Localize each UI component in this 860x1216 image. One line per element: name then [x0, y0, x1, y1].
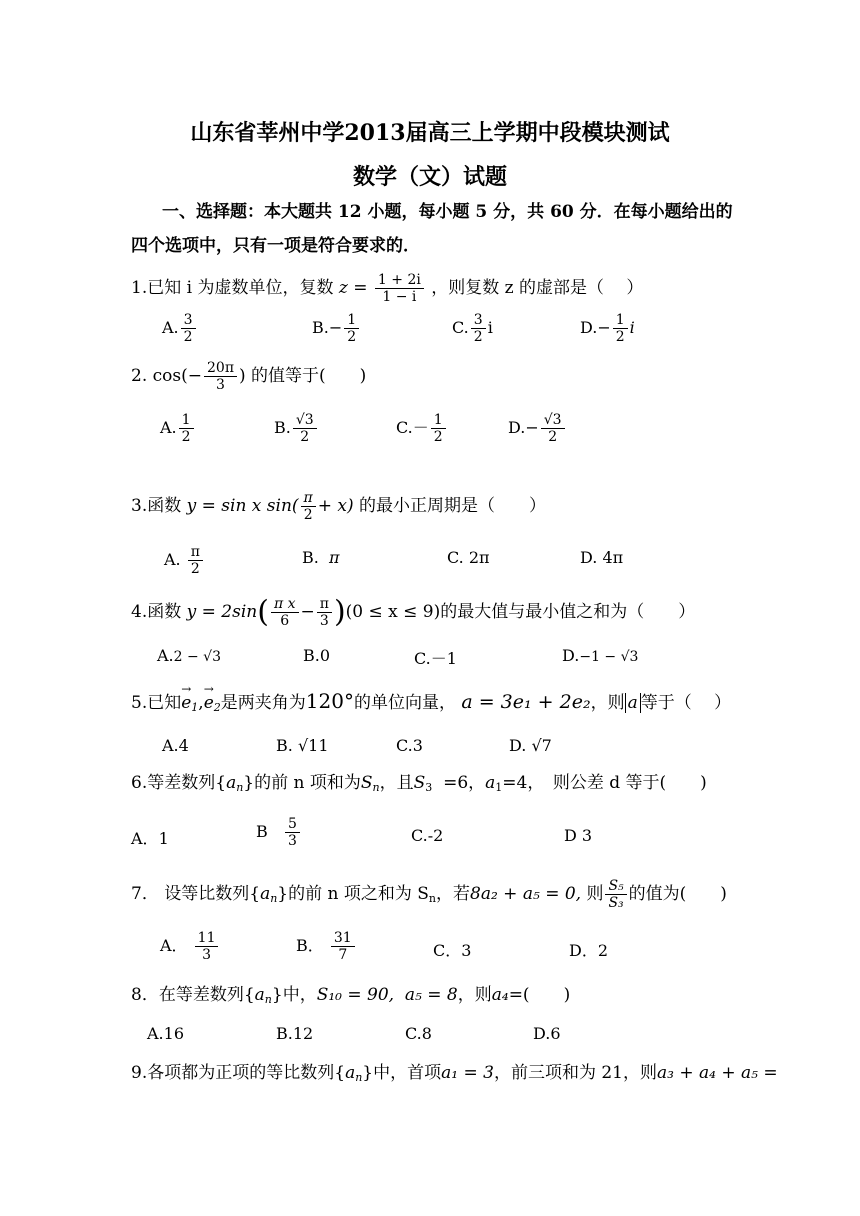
option-d[interactable]: D. 4π	[580, 548, 624, 567]
question-6: 6.等差数列$\{a_n\}$的前 n 项和为$S_n$，且$S_3 =6$，$a_1=4$， 则公差 d 等于( )	[131, 773, 707, 794]
option-c[interactable]: C.3	[396, 736, 423, 755]
option-b[interactable]: B $\frac{5}{3}$	[256, 816, 302, 849]
option-b[interactable]: B.− $\frac{1}{2}$	[312, 312, 361, 345]
question-3: 3.函数 y = sin x sin( $\frac{\pi}{2}$ + x) 的最小正周期是（ ）	[131, 490, 547, 523]
math-expr: a₃ + a₄ + a₅ =	[657, 1063, 778, 1083]
question-text: ，则复数 z 的虚部是（ ）	[431, 278, 644, 298]
math-expr: a = 3e₁ + 2e₂	[461, 691, 591, 713]
option-d[interactable]: D 3	[564, 826, 593, 845]
question-1	[131, 272, 643, 305]
option-d[interactable]: D. √7	[509, 736, 552, 755]
fraction: $\frac{20\pi}{3}$	[204, 360, 237, 393]
math-expr: 8a₂ + a₅ = 0,	[470, 884, 582, 904]
question-2: 2. cos(− $\frac{20\pi}{3}$ ) 的值等于( )	[131, 360, 367, 393]
option-b[interactable]: B.0	[303, 646, 331, 665]
question-text: 已知 i 为虚数单位，复数	[147, 278, 334, 298]
option-d[interactable]: D．2	[569, 941, 609, 960]
option-d[interactable]: D.−1 − √3	[562, 646, 639, 665]
option-d[interactable]: D.− $\frac{1}{2}$ i	[580, 312, 635, 345]
option-a[interactable]: A．1	[131, 829, 169, 848]
question-number: 1.	[131, 278, 148, 298]
option-a[interactable]: A.16	[147, 1024, 184, 1043]
instruction-line-2: 四个选项中，只有一项是符合要求的．	[131, 236, 420, 256]
question-8: 8．在等差数列$\{a_n\}$中，S₁₀ = 90, a₅ = 8，则a₄=( )	[131, 985, 571, 1006]
option-b[interactable]: B.12	[276, 1024, 314, 1043]
option-a[interactable]: A. $\frac{3}{2}$	[162, 312, 198, 345]
math-expr: y = 2sin	[186, 602, 258, 622]
option-c[interactable]: C.-2	[411, 826, 444, 845]
option-c[interactable]: C．3	[433, 941, 472, 960]
option-a[interactable]: A. $\frac{\pi}{2}$	[164, 544, 205, 577]
option-c[interactable]: C. $\frac{3}{2}$ i	[452, 312, 493, 345]
option-b[interactable]: B. √11	[276, 736, 329, 755]
question-5: 5.已知→ $e_1,\to e_2$是两夹角为120°的单位向量， a = 3e₁ + 2e₂，则 a 等于（ ）	[131, 690, 731, 719]
question-7: 7． 设等比数列$\{a_n\}$的前 n 项之和为 $S_n$，若8a₂ + a₅ = 0, 则 $\frac{\text{S₅}}{\text{S₃}}$ 的值为( )	[131, 878, 727, 911]
fraction: $\frac{1 + 2i}{1 - i}$	[375, 272, 424, 305]
option-c[interactable]: C.8	[405, 1024, 432, 1043]
question-9: 9.各项都为正项的等比数列$\{a_n\}$中，首项a₁ = 3，前三项和为 21，则a₃ + a₄ + a₅ =	[131, 1063, 778, 1084]
option-d[interactable]: D.− $\frac{√3}{2}$	[508, 412, 567, 445]
option-b[interactable]: B． $\frac{31}{7}$	[296, 930, 357, 963]
instruction-line-1: 一、选择题：本大题共 12 小题，每小题 5 分，共 60 分．在每小题给出的	[162, 202, 733, 222]
option-a[interactable]: A． $\frac{11}{3}$	[160, 930, 220, 963]
option-a[interactable]: A. $\frac{1}{2}$	[160, 412, 196, 445]
option-a[interactable]: A.2 − √3	[157, 646, 222, 665]
fraction: $\frac{\pi}{2}$	[301, 490, 316, 523]
page-subtitle: 数学（文）试题	[352, 164, 507, 190]
option-b[interactable]: B. π	[302, 548, 340, 567]
option-a[interactable]: A.4	[162, 736, 189, 755]
option-c[interactable]: C.－1	[414, 649, 457, 668]
option-c[interactable]: C. 2π	[447, 548, 490, 567]
page-title: 山东省莘州中学2013届高三上学期中段模块测试	[190, 120, 670, 146]
option-c[interactable]: C.－ $\frac{1}{2}$	[396, 412, 448, 445]
math-expr: y = sin x sin(	[186, 496, 299, 516]
fraction: $\frac{\text{S₅}}{\text{S₃}}$	[605, 878, 626, 911]
option-b[interactable]: B. $\frac{√3}{2}$	[274, 412, 319, 445]
question-4: 4.函数 y = 2sin( $\frac{\text{π x}}{6}$ − $\frac{\pi}{3}$ )(0 ≤ x ≤ 9)的最大值与最小值之和为（ ）	[131, 594, 696, 630]
math-expr: z =	[338, 278, 368, 298]
option-d[interactable]: D.6	[533, 1024, 561, 1043]
